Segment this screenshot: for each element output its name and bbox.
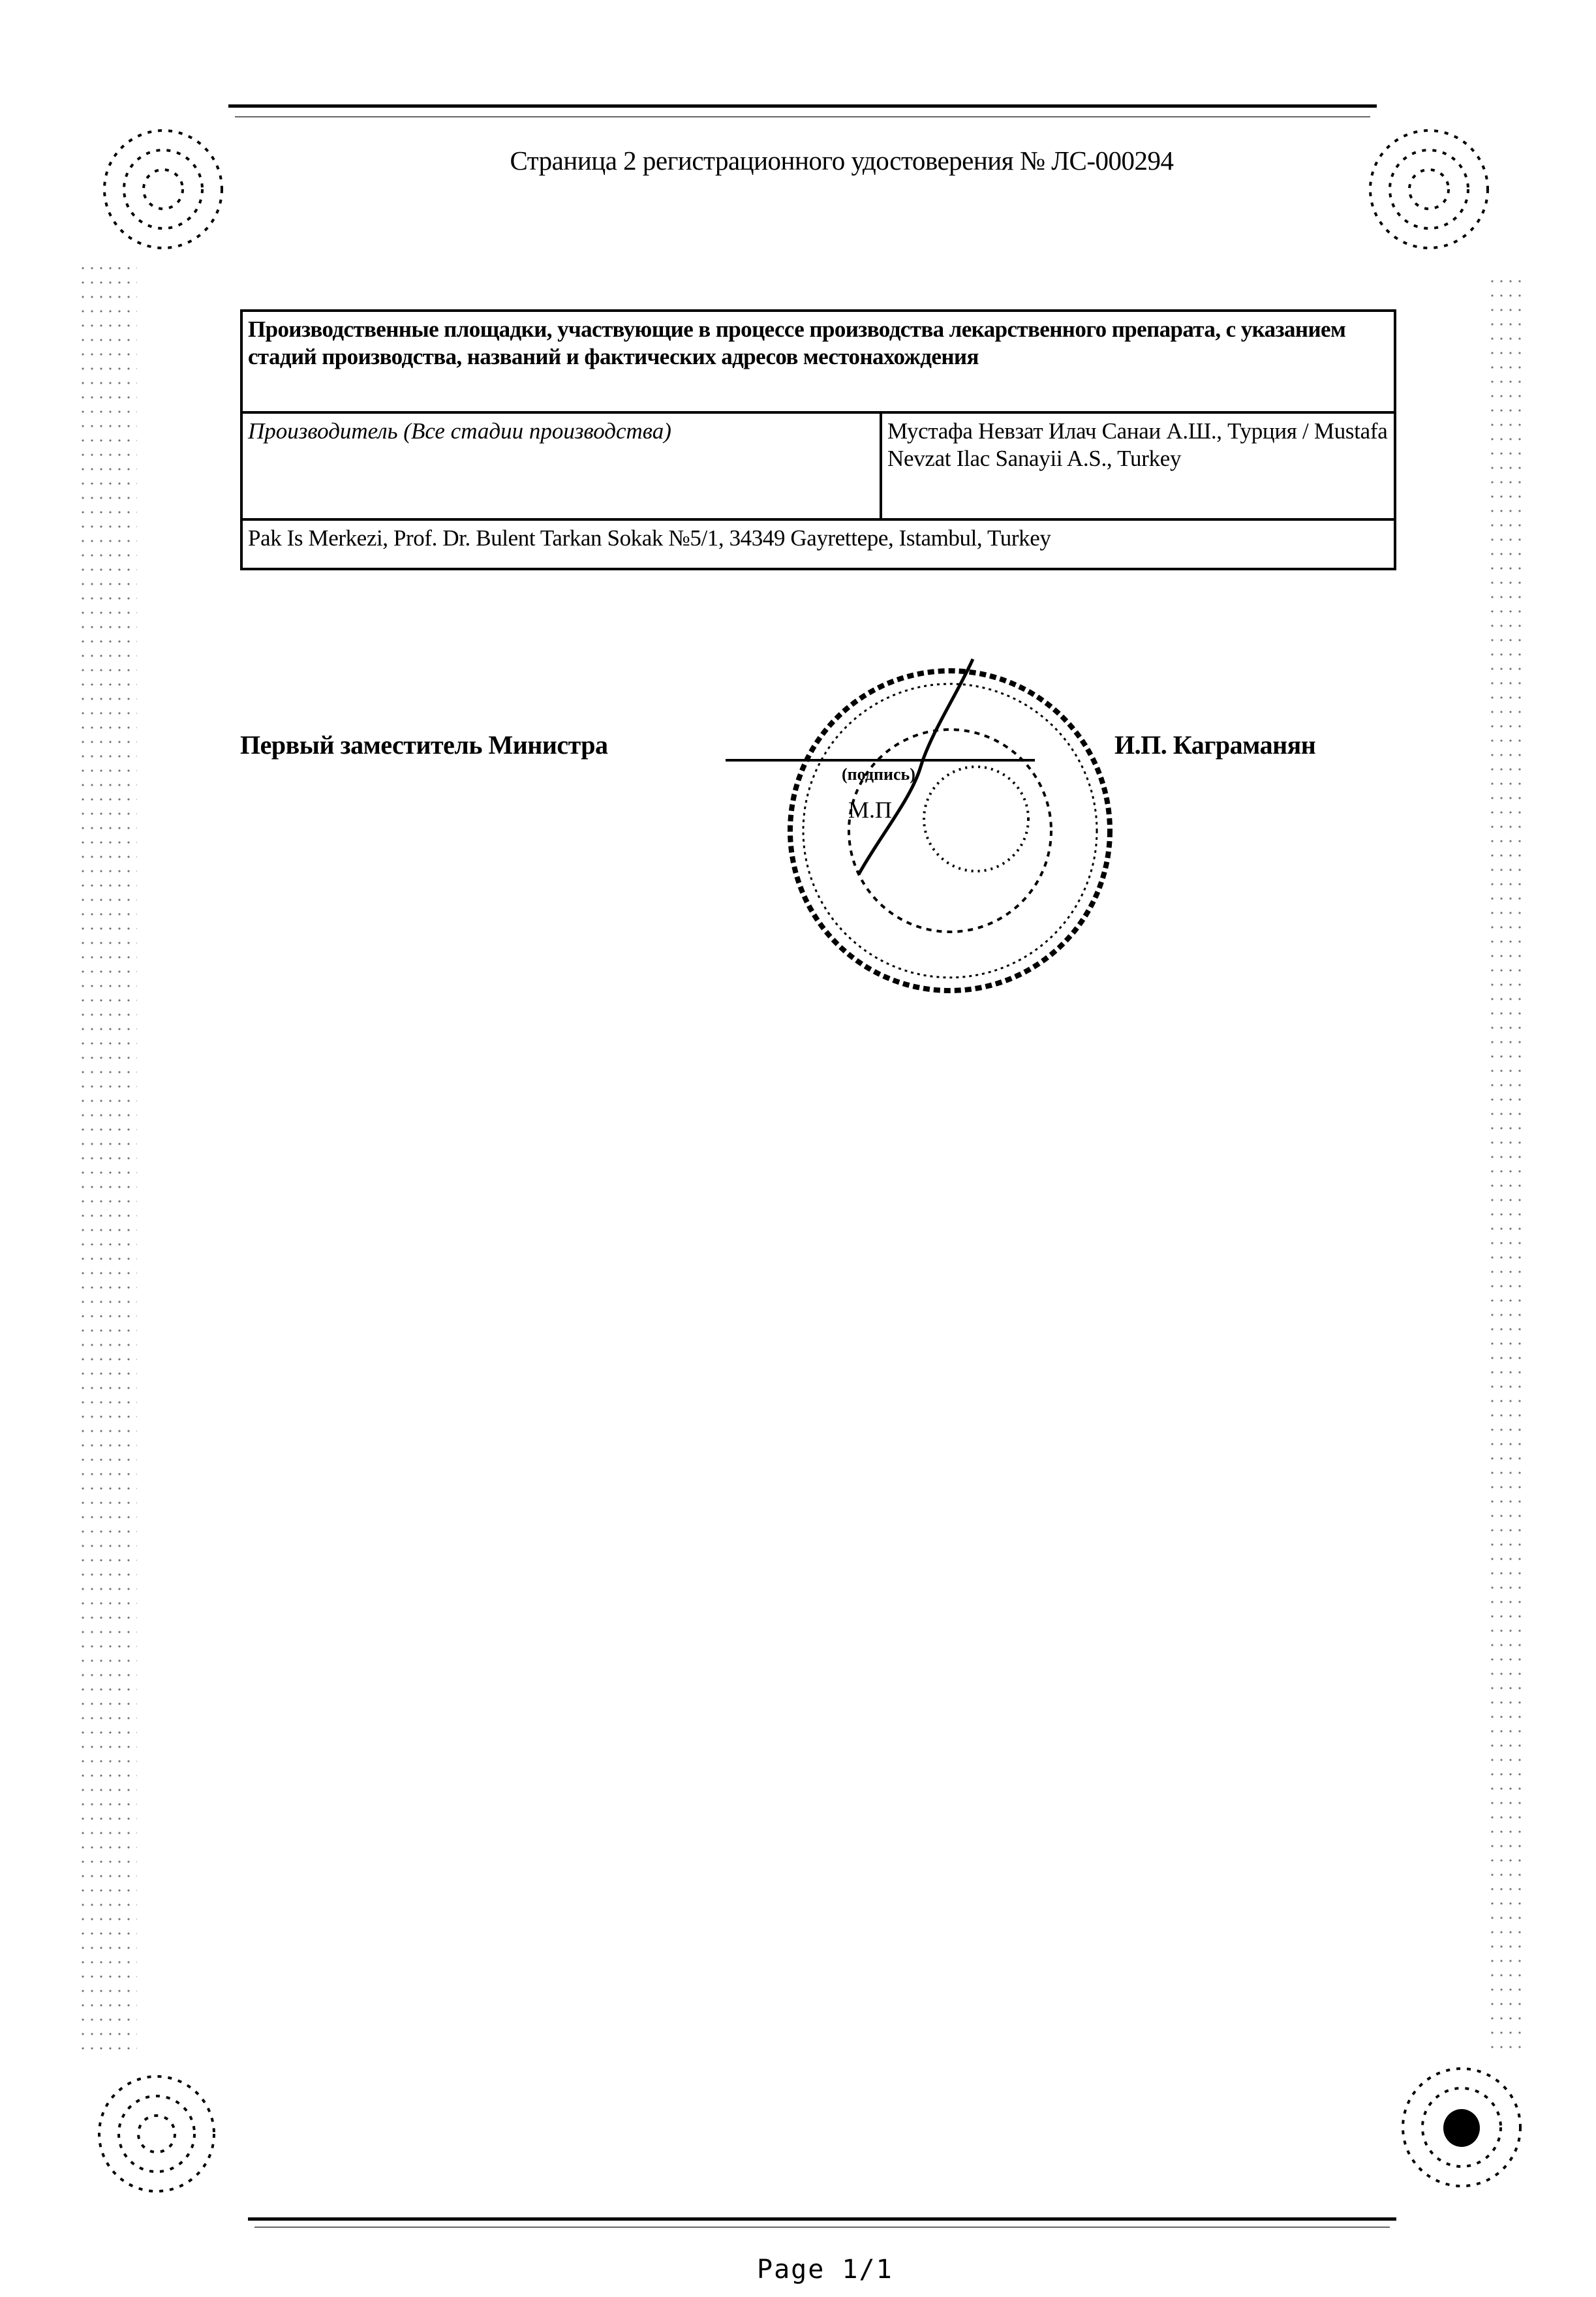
table-header-row <box>241 311 1395 412</box>
frame-bottom-border <box>248 2217 1396 2221</box>
signatory-name: И.П. Каграманян <box>1114 730 1316 760</box>
table-row-address <box>241 519 1395 569</box>
frame-top-border-inner <box>235 116 1370 117</box>
manufacturer-role: Производитель (Все стадии производства) <box>241 412 881 519</box>
manufacturer-address: Pak Is Merkezi, Prof. Dr. Bulent Tarkan Sokak №5/1, 34349 Gayrettepe, Istambul, Turkey <box>241 519 1395 569</box>
stamp-place-mark: М.П. <box>848 797 898 823</box>
page-number: Page 1/1 <box>757 2255 893 2285</box>
frame-right-pattern <box>1488 274 1527 2056</box>
page-header: Страница 2 регистрационного удостоверения № ЛС-000294 <box>510 146 1174 176</box>
frame-left-pattern <box>78 261 137 2056</box>
signature-line <box>726 759 1035 762</box>
signatory-title: Первый заместитель Министра <box>240 730 608 760</box>
table-row <box>241 412 1395 519</box>
frame-bottom-border-inner <box>254 2227 1390 2228</box>
manufacturing-sites-table <box>240 309 1396 570</box>
manufacturer-name: Мустафа Невзат Илач Санаи А.Ш., Турция / Mustafa Nevzat Ilac Sanayii A.S., Turkey <box>881 412 1395 519</box>
table-heading: Производственные площадки, участвующие в процессе производства лекарственного препарата, с указанием стадий производства, названий и фактических адресов местонахождения <box>241 311 1395 412</box>
rosette-top-right-icon <box>1338 111 1520 281</box>
official-seal-icon <box>780 656 1120 995</box>
rosette-bottom-left-icon <box>72 2069 254 2212</box>
frame-top-border <box>228 104 1377 108</box>
rosette-top-left-icon <box>72 104 254 274</box>
punch-hole-mark <box>1443 2109 1480 2147</box>
signature-caption: (подпись) <box>842 765 915 784</box>
